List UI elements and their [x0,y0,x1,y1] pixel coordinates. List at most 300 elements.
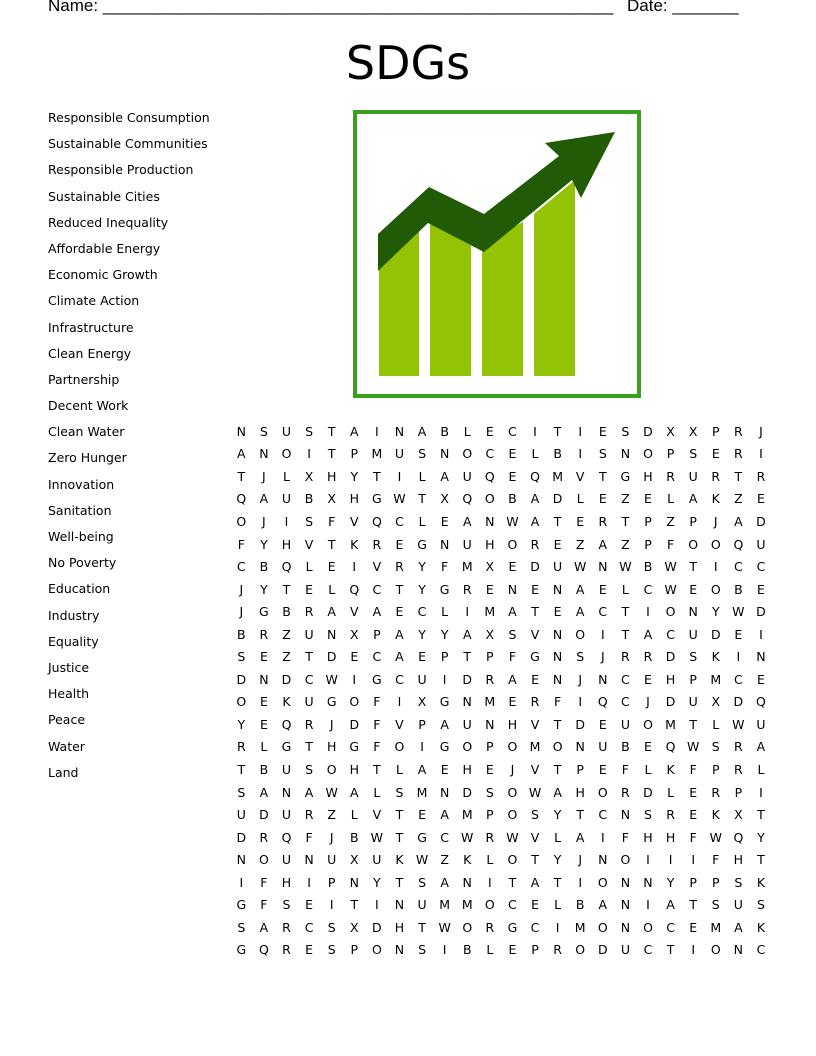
grid-letter[interactable]: R [621,649,630,665]
grid-letter[interactable]: E [508,942,517,958]
grid-letter[interactable]: N [598,852,608,868]
grid-letter[interactable]: F [666,536,675,552]
grid-letter[interactable]: G [259,604,269,620]
grid-letter[interactable]: R [621,784,630,800]
grid-letter[interactable]: A [259,491,269,507]
grid-letter[interactable]: F [237,536,245,552]
grid-letter[interactable]: I [578,694,583,710]
grid-letter[interactable]: Z [621,491,630,507]
grid-letter[interactable]: E [305,942,314,958]
grid-letter[interactable]: H [281,874,292,890]
grid-letter[interactable]: O [484,491,495,507]
grid-letter[interactable]: C [236,559,246,575]
grid-letter[interactable]: H [462,761,472,777]
grid-letter[interactable]: T [305,649,313,665]
grid-letter[interactable]: F [554,694,562,710]
grid-letter[interactable]: D [733,694,744,710]
grid-letter[interactable]: I [533,423,537,439]
grid-letter[interactable]: G [439,581,450,597]
grid-letter[interactable]: I [307,874,311,890]
grid-letter[interactable]: Q [349,581,360,597]
grid-letter[interactable]: T [621,626,630,642]
grid-letter[interactable]: U [236,807,246,823]
grid-letter[interactable]: B [508,491,517,507]
grid-letter[interactable]: I [600,829,605,845]
grid-letter[interactable]: J [239,581,244,597]
grid-letter[interactable]: P [711,874,720,890]
grid-letter[interactable]: I [375,897,379,913]
grid-letter[interactable]: U [688,694,698,710]
grid-letter[interactable]: R [282,942,291,958]
grid-letter[interactable]: N [394,423,405,439]
grid-letter[interactable]: W [325,784,338,800]
grid-letter[interactable]: L [531,446,539,462]
grid-letter[interactable]: I [420,739,424,755]
grid-letter[interactable]: A [575,829,585,845]
grid-letter[interactable]: T [621,604,630,620]
grid-letter[interactable]: U [417,671,427,687]
grid-letter[interactable]: A [734,919,743,935]
grid-letter[interactable]: A [643,626,653,642]
grid-letter[interactable]: S [282,897,291,913]
grid-letter[interactable]: W [664,581,677,597]
grid-letter[interactable]: N [439,784,450,800]
grid-letter[interactable]: B [621,739,630,755]
grid-letter[interactable]: O [710,581,721,597]
grid-letter[interactable]: E [440,761,449,777]
grid-letter[interactable]: S [598,446,607,462]
grid-letter[interactable]: Y [440,626,449,642]
grid-letter[interactable]: X [417,694,427,710]
grid-letter[interactable]: T [689,716,697,732]
grid-letter[interactable]: S [756,897,765,913]
grid-letter[interactable]: G [439,739,450,755]
grid-letter[interactable]: J [239,604,244,620]
grid-letter[interactable]: Q [597,694,608,710]
grid-letter[interactable]: R [259,626,269,642]
grid-letter[interactable]: P [418,716,426,732]
grid-letter[interactable]: C [508,423,517,439]
grid-letter[interactable]: D [326,649,337,665]
grid-letter[interactable]: L [373,784,381,800]
grid-letter[interactable]: F [260,897,268,913]
grid-letter[interactable]: X [327,491,336,507]
grid-letter[interactable]: L [260,739,268,755]
grid-letter[interactable]: H [665,829,676,845]
grid-letter[interactable]: R [236,739,246,755]
grid-letter[interactable]: F [689,829,697,845]
grid-letter[interactable]: A [462,626,472,642]
grid-letter[interactable]: K [756,874,766,890]
grid-letter[interactable]: I [691,852,696,868]
grid-letter[interactable]: O [371,942,382,958]
grid-letter[interactable]: P [711,761,720,777]
grid-letter[interactable]: U [688,468,698,484]
grid-letter[interactable]: E [598,761,607,777]
grid-letter[interactable]: M [484,694,496,710]
grid-letter[interactable]: R [304,716,314,732]
grid-letter[interactable]: U [620,716,630,732]
grid-letter[interactable]: E [305,897,314,913]
grid-letter[interactable]: Q [484,468,495,484]
grid-letter[interactable]: A [395,626,404,642]
grid-letter[interactable]: U [394,446,405,462]
grid-letter[interactable]: E [485,423,494,439]
grid-letter[interactable]: R [372,536,382,552]
grid-letter[interactable]: O [643,446,653,462]
grid-letter[interactable]: O [394,739,405,755]
grid-letter[interactable]: L [418,468,426,484]
grid-letter[interactable]: I [555,919,560,935]
grid-letter[interactable]: G [417,829,427,845]
grid-letter[interactable]: D [552,491,563,507]
grid-letter[interactable]: P [644,513,652,529]
grid-letter[interactable]: O [688,536,699,552]
grid-letter[interactable]: T [395,581,404,597]
grid-letter[interactable]: I [691,942,696,958]
grid-letter[interactable]: O [552,739,563,755]
grid-letter[interactable]: T [689,559,697,575]
grid-letter[interactable]: N [598,559,608,575]
grid-letter[interactable]: C [440,829,449,845]
grid-letter[interactable]: I [646,604,650,620]
grid-letter[interactable]: R [711,468,721,484]
grid-letter[interactable]: G [372,491,382,507]
grid-letter[interactable]: T [395,874,404,890]
grid-letter[interactable]: O [643,716,653,732]
grid-letter[interactable]: R [530,536,540,552]
grid-letter[interactable]: M [529,739,541,755]
grid-letter[interactable]: S [576,649,585,665]
grid-letter[interactable]: A [598,897,608,913]
grid-letter[interactable]: H [643,829,653,845]
grid-letter[interactable]: Z [734,491,743,507]
grid-letter[interactable]: Y [666,874,675,890]
grid-letter[interactable]: H [394,919,405,935]
grid-letter[interactable]: N [575,739,585,755]
grid-letter[interactable]: N [620,446,631,462]
grid-letter[interactable]: L [712,716,720,732]
grid-letter[interactable]: W [686,739,700,755]
grid-letter[interactable]: W [574,559,587,575]
grid-letter[interactable]: A [259,919,269,935]
grid-letter[interactable]: D [530,559,540,575]
grid-letter[interactable]: A [237,446,246,462]
grid-letter[interactable]: A [508,671,517,687]
grid-letter[interactable]: T [666,942,675,958]
grid-letter[interactable]: R [666,807,675,823]
grid-letter[interactable]: T [373,761,381,777]
grid-letter[interactable]: X [349,852,359,868]
grid-letter[interactable]: C [733,559,743,575]
grid-letter[interactable]: C [395,513,404,529]
grid-letter[interactable]: O [349,694,360,710]
grid-letter[interactable]: E [485,581,494,597]
grid-letter[interactable]: B [349,829,359,845]
grid-letter[interactable]: V [372,559,382,575]
grid-letter[interactable]: N [394,897,405,913]
grid-letter[interactable]: C [372,581,382,597]
grid-letter[interactable]: R [734,423,743,439]
grid-letter[interactable]: O [575,626,586,642]
grid-letter[interactable]: G [326,694,337,710]
grid-letter[interactable]: H [326,468,337,484]
grid-letter[interactable]: O [597,874,608,890]
grid-letter[interactable]: U [688,626,698,642]
grid-letter[interactable]: I [239,874,244,890]
grid-letter[interactable]: R [553,942,562,958]
grid-letter[interactable]: K [711,649,720,665]
grid-letter[interactable]: E [350,649,359,665]
grid-letter[interactable]: D [756,513,766,529]
grid-letter[interactable]: A [395,649,404,665]
grid-letter[interactable]: D [575,716,586,732]
grid-letter[interactable]: I [646,852,650,868]
grid-letter[interactable]: R [259,829,269,845]
grid-letter[interactable]: I [487,874,492,890]
grid-letter[interactable]: X [440,491,449,507]
grid-letter[interactable]: N [394,942,405,958]
grid-letter[interactable]: E [531,581,539,597]
grid-letter[interactable]: O [597,784,608,800]
grid-letter[interactable]: K [711,807,720,823]
grid-letter[interactable]: S [237,649,246,665]
grid-letter[interactable]: E [553,536,562,552]
grid-letter[interactable]: L [328,581,336,597]
grid-letter[interactable]: I [352,559,357,575]
grid-letter[interactable]: E [531,897,539,913]
grid-letter[interactable]: C [395,671,404,687]
grid-letter[interactable]: Y [553,807,562,823]
grid-letter[interactable]: B [237,626,246,642]
grid-letter[interactable]: X [734,807,743,823]
grid-letter[interactable]: S [237,919,246,935]
grid-letter[interactable]: Z [327,807,336,823]
grid-letter[interactable]: P [440,649,449,665]
grid-letter[interactable]: A [417,423,427,439]
grid-letter[interactable]: K [350,536,359,552]
grid-letter[interactable]: R [734,761,743,777]
grid-letter[interactable]: Y [711,604,720,620]
grid-letter[interactable]: M [461,559,473,575]
grid-letter[interactable]: C [372,649,382,665]
grid-letter[interactable]: J [329,716,334,732]
grid-letter[interactable]: M [710,919,722,935]
grid-letter[interactable]: N [349,874,359,890]
grid-letter[interactable]: M [416,784,428,800]
grid-letter[interactable]: A [349,423,359,439]
grid-letter[interactable]: Y [757,829,765,845]
grid-letter[interactable]: W [528,784,542,800]
grid-letter[interactable]: A [259,784,269,800]
grid-letter[interactable]: I [578,446,583,462]
grid-letter[interactable]: L [757,761,765,777]
grid-letter[interactable]: S [327,919,336,935]
grid-letter[interactable]: A [530,874,540,890]
grid-letter[interactable]: E [440,513,449,529]
grid-letter[interactable]: B [553,446,562,462]
grid-letter[interactable]: A [530,491,540,507]
grid-letter[interactable]: C [530,919,540,935]
grid-letter[interactable]: O [462,739,473,755]
grid-letter[interactable]: F [508,649,517,665]
grid-letter[interactable]: I [442,942,447,958]
grid-letter[interactable]: R [304,807,314,823]
grid-letter[interactable]: U [756,536,766,552]
grid-letter[interactable]: M [371,446,383,462]
grid-letter[interactable]: E [553,604,562,620]
grid-letter[interactable]: V [530,761,540,777]
grid-letter[interactable]: T [553,761,562,777]
grid-letter[interactable]: R [711,784,721,800]
grid-letter[interactable]: M [574,919,586,935]
grid-letter[interactable]: Q [281,829,292,845]
grid-letter[interactable]: T [418,919,426,935]
grid-letter[interactable]: P [373,626,381,642]
grid-letter[interactable]: L [350,807,358,823]
grid-letter[interactable]: O [236,694,247,710]
grid-letter[interactable]: L [283,468,290,484]
grid-letter[interactable]: O [462,446,473,462]
grid-letter[interactable]: V [530,716,540,732]
grid-letter[interactable]: P [486,807,494,823]
grid-letter[interactable]: L [441,604,449,620]
grid-letter[interactable]: I [307,446,311,462]
grid-letter[interactable]: Q [733,536,744,552]
grid-letter[interactable]: H [643,468,653,484]
grid-letter[interactable]: V [349,604,359,620]
grid-letter[interactable]: T [689,897,697,913]
grid-letter[interactable]: T [395,829,404,845]
grid-letter[interactable]: N [326,626,337,642]
grid-letter[interactable]: N [439,536,450,552]
grid-letter[interactable]: V [395,716,404,732]
grid-letter[interactable]: T [553,423,562,439]
grid-letter[interactable]: Q [236,491,247,507]
grid-letter[interactable]: H [507,716,518,732]
grid-letter[interactable]: U [281,491,292,507]
grid-letter[interactable]: F [441,559,449,575]
grid-letter[interactable]: O [462,919,473,935]
grid-letter[interactable]: Y [418,559,426,575]
grid-letter[interactable]: O [281,446,292,462]
grid-letter[interactable]: D [597,942,608,958]
grid-letter[interactable]: U [281,423,292,439]
grid-letter[interactable]: C [643,942,653,958]
grid-letter[interactable]: T [237,468,246,484]
grid-letter[interactable]: E [757,671,765,687]
grid-letter[interactable]: A [372,604,382,620]
grid-letter[interactable]: A [575,581,585,597]
grid-letter[interactable]: U [281,852,292,868]
grid-letter[interactable]: O [710,942,721,958]
grid-letter[interactable]: N [304,852,314,868]
grid-letter[interactable]: M [710,671,722,687]
grid-letter[interactable]: E [689,919,698,935]
grid-letter[interactable]: Q [281,559,292,575]
grid-letter[interactable]: F [373,716,381,732]
grid-letter[interactable]: T [305,739,313,755]
grid-letter[interactable]: P [689,874,697,890]
grid-letter[interactable]: S [711,739,720,755]
grid-letter[interactable]: O [665,604,676,620]
grid-letter[interactable]: E [508,694,517,710]
grid-letter[interactable]: K [666,761,675,777]
grid-letter[interactable]: T [350,897,359,913]
grid-letter[interactable]: Q [371,513,382,529]
grid-letter[interactable]: Y [260,581,268,597]
grid-letter[interactable]: S [237,784,246,800]
grid-letter[interactable]: E [689,784,698,800]
grid-letter[interactable]: S [395,784,404,800]
grid-letter[interactable]: C [508,897,517,913]
grid-letter[interactable]: N [259,671,269,687]
grid-letter[interactable]: T [282,581,291,597]
grid-letter[interactable]: M [439,897,451,913]
grid-letter[interactable]: D [643,784,653,800]
grid-letter[interactable]: J [713,513,718,529]
grid-letter[interactable]: I [442,671,447,687]
grid-letter[interactable]: U [598,739,608,755]
grid-letter[interactable]: S [305,423,314,439]
grid-letter[interactable]: L [463,423,471,439]
grid-letter[interactable]: J [578,671,583,687]
grid-letter[interactable]: E [689,807,698,823]
grid-letter[interactable]: R [734,739,743,755]
grid-letter[interactable]: B [440,423,449,439]
grid-letter[interactable]: B [575,897,585,913]
grid-letter[interactable]: T [327,423,336,439]
grid-letter[interactable]: T [553,874,562,890]
grid-letter[interactable]: D [665,694,676,710]
grid-letter[interactable]: R [734,446,743,462]
grid-letter[interactable]: O [507,852,518,868]
grid-letter[interactable]: L [305,559,313,575]
grid-letter[interactable]: A [598,536,608,552]
grid-letter[interactable]: N [643,874,653,890]
grid-letter[interactable]: S [418,942,427,958]
grid-letter[interactable]: T [418,491,426,507]
grid-letter[interactable]: T [757,852,765,868]
grid-letter[interactable]: R [643,649,653,665]
grid-letter[interactable]: C [666,626,675,642]
grid-letter[interactable]: X [485,626,495,642]
grid-letter[interactable]: E [531,671,539,687]
grid-letter[interactable]: T [598,468,607,484]
grid-letter[interactable]: R [462,581,472,597]
grid-letter[interactable]: O [507,739,518,755]
grid-letter[interactable]: S [689,649,698,665]
grid-letter[interactable]: C [756,559,766,575]
grid-letter[interactable]: B [462,942,472,958]
grid-letter[interactable]: P [644,536,652,552]
grid-letter[interactable]: C [598,807,608,823]
grid-letter[interactable]: E [598,581,607,597]
grid-letter[interactable]: D [281,671,292,687]
grid-letter[interactable]: T [237,761,246,777]
grid-letter[interactable]: E [508,559,517,575]
grid-letter[interactable]: U [304,694,314,710]
grid-letter[interactable]: L [576,491,584,507]
grid-letter[interactable]: O [643,919,653,935]
grid-letter[interactable]: E [259,694,268,710]
grid-letter[interactable]: K [756,919,766,935]
grid-letter[interactable]: B [304,491,314,507]
grid-letter[interactable]: P [531,942,539,958]
grid-letter[interactable]: A [349,784,359,800]
grid-letter[interactable]: D [349,716,360,732]
grid-letter[interactable]: J [262,513,266,529]
